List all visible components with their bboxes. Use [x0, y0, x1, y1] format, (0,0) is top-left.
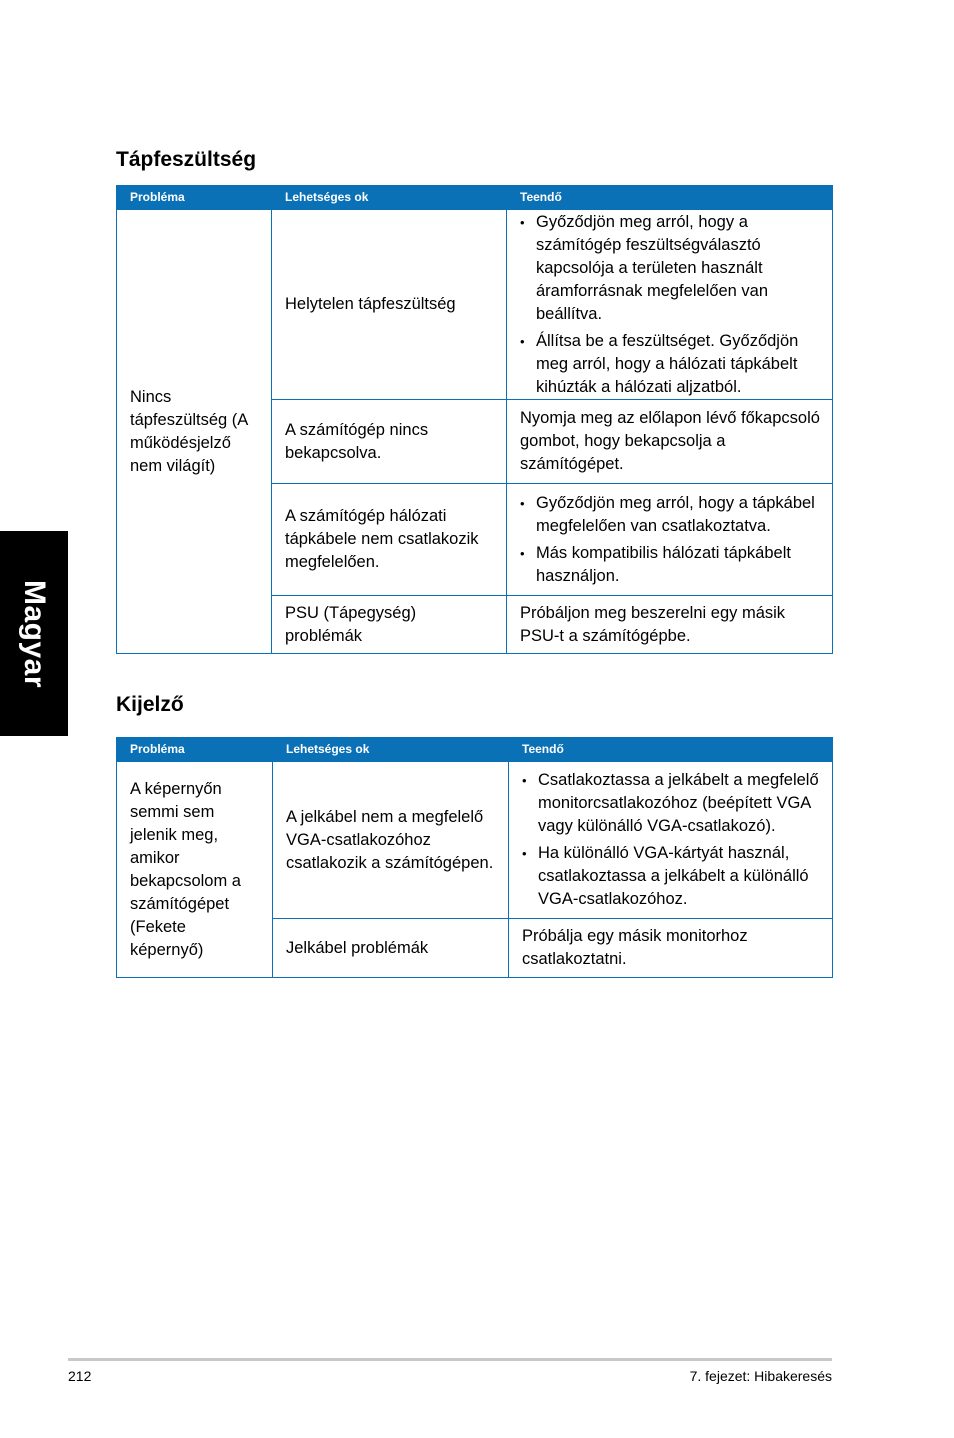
action-bullet: • Győződjön meg arról, hogy a tápkábel megfelelően van csatlakoztatva. [520, 492, 822, 538]
footer-divider [68, 1358, 832, 1361]
display-troubleshooting-table [116, 737, 833, 978]
power-troubleshooting-table [116, 185, 833, 654]
action-cell [507, 210, 833, 400]
page-number: 212 [68, 1368, 92, 1384]
language-side-tab [0, 531, 68, 736]
problem-cell: A képernyőn semmi sem jelenik meg, amikor bekapcsolom a számítógépet (Fekete képernyő) [117, 762, 273, 978]
action-cell: Próbálja egy másik monitorhoz csatlakoztatni. [509, 919, 833, 978]
cause-cell: Helytelen tápfeszültség [272, 210, 507, 400]
chapter-title: 7. fejezet: Hibakeresés [689, 1368, 832, 1384]
language-side-tab-label: Magyar [18, 579, 51, 688]
cause-cell: PSU (Tápegység) problémák [272, 596, 507, 654]
cause-cell: A számítógép hálózati tápkábele nem csatlakozik megfelelően. [272, 484, 507, 596]
cause-cell: A számítógép nincs bekapcsolva. [272, 400, 507, 484]
header-action: Teendő [509, 738, 833, 762]
header-problem: Probléma [117, 186, 272, 210]
action-cell [507, 484, 833, 596]
section-title-power: Tápfeszültség [116, 148, 257, 171]
cause-cell: Jelkábel problémák [273, 919, 509, 978]
action-cell: Próbáljon meg beszerelni egy másik PSU-t a számítógépbe. [507, 596, 833, 654]
table-row [117, 762, 833, 919]
problem-cell: Nincs tápfeszültség (A működésjelző nem világít) [117, 210, 272, 654]
cause-cell: A jelkábel nem a megfelelő VGA-csatlakozóhoz csatlakozik a számítógépen. [273, 762, 509, 919]
section-title-display: Kijelző [116, 693, 184, 716]
table-row [117, 210, 833, 400]
header-action: Teendő [507, 186, 833, 210]
action-bullet: • Más kompatibilis hálózati tápkábelt használjon. [520, 542, 822, 588]
action-bullet: • Állítsa be a feszültséget. Győződjön meg arról, hogy a hálózati tápkábelt kihúzták a hálózati aljzatból. [520, 330, 822, 399]
action-bullet: • Győződjön meg arról, hogy a számítógép feszültségválasztó kapcsolója a területen használt áramforrásnak megfelelően van beállítva. [520, 211, 822, 326]
action-bullet: • Ha különálló VGA-kártyát használ, csatlakoztassa a jelkábelt a különálló VGA-csatlakozóhoz. [522, 842, 822, 911]
header-cause: Lehetséges ok [273, 738, 509, 762]
table-header-row [117, 738, 833, 762]
action-cell [509, 762, 833, 919]
action-bullet: • Csatlakoztassa a jelkábelt a megfelelő monitorcsatlakozóhoz (beépített VGA vagy különálló VGA-csatlakozó). [522, 769, 822, 838]
action-cell: Nyomja meg az előlapon lévő főkapcsoló gombot, hogy bekapcsolja a számítógépet. [507, 400, 833, 484]
header-cause: Lehetséges ok [272, 186, 507, 210]
table-header-row [117, 186, 833, 210]
header-problem: Probléma [117, 738, 273, 762]
